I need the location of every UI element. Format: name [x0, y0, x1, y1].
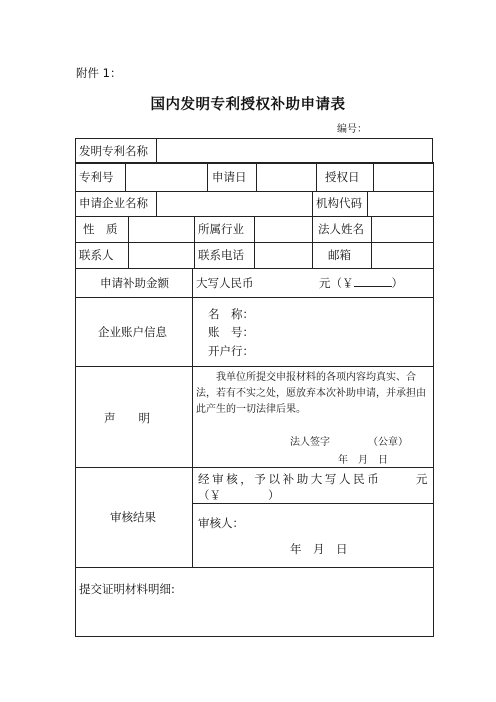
- form-title: 国内发明专利授权补助申请表: [150, 97, 346, 113]
- contact-person-label: 联系人: [79, 248, 114, 262]
- account-number-label: 账 号：: [208, 325, 254, 339]
- declaration-date: 年 月 日: [338, 455, 388, 466]
- declaration-text: 我单位所提交申报材料的各项内容均真实、合法，若有不实之处，愿放弃本次补助申请，并承担由此产生的一切法律后果。: [196, 372, 426, 415]
- divider: [192, 503, 433, 504]
- review-yuan: 元: [416, 472, 428, 486]
- invention-name-label: 发明专利名称: [79, 144, 148, 158]
- legal-representative-label: 法人姓名: [318, 222, 364, 236]
- attachment-label: 附件 1：: [76, 66, 122, 80]
- divider: [194, 216, 195, 268]
- divider: [75, 191, 433, 192]
- organization-code-label: 机构代码: [316, 196, 362, 210]
- rmb-capital-label: 大写人民币: [196, 276, 254, 290]
- divider: [75, 297, 433, 298]
- divider: [256, 162, 257, 191]
- review-amount-suffix: ）: [268, 488, 280, 502]
- divider: [367, 191, 368, 216]
- contact-phone-label: 联系电话: [198, 248, 244, 262]
- official-seal-label: （公章）: [368, 437, 408, 448]
- review-date: 年 月 日: [290, 542, 348, 556]
- review-statement: 经审核，予以补助大写人民币: [198, 472, 382, 486]
- subsidy-amount-label: 申请补助金额: [100, 276, 169, 290]
- divider: [125, 162, 126, 191]
- amount-yuan: [319, 276, 403, 290]
- legal-signature-label: 法人签字: [290, 437, 330, 448]
- divider: [373, 162, 374, 191]
- divider: [312, 191, 313, 216]
- company-name-label: 申请企业名称: [79, 196, 148, 210]
- amount-blank-line: [354, 277, 392, 287]
- account-info-label: 企业账户信息: [98, 325, 167, 339]
- account-name-label: 名 称：: [208, 307, 254, 321]
- review-amount-prefix: （￥: [198, 488, 221, 502]
- serial-number-label: 编号：: [337, 124, 367, 135]
- divider: [156, 191, 157, 216]
- review-result-label: 审核结果: [110, 510, 156, 524]
- patent-number-label: 专利号: [79, 170, 114, 184]
- divider: [75, 366, 433, 367]
- nature-label: 性 质: [83, 222, 118, 236]
- divider: [207, 162, 208, 191]
- divider: [75, 268, 433, 269]
- yuan-suffix: ）: [391, 276, 403, 290]
- divider: [128, 216, 129, 268]
- application-date-label: 申请日: [212, 170, 247, 184]
- yuan-prefix: 元（￥: [319, 276, 354, 290]
- declaration-label: 声 明: [104, 411, 150, 425]
- proof-materials-label: 提交证明材料明细:: [79, 582, 175, 596]
- divider: [75, 567, 433, 568]
- postcode-label: 邮箱: [328, 248, 351, 262]
- grant-date-label: 授权日: [325, 170, 360, 184]
- reviewer-label: 审核人：: [198, 516, 244, 530]
- account-bank-label: 开户行：: [208, 344, 254, 358]
- divider: [316, 162, 317, 191]
- industry-label: 所属行业: [198, 222, 244, 236]
- divider: [371, 216, 372, 268]
- divider: [156, 138, 157, 163]
- divider: [192, 268, 193, 567]
- divider: [312, 216, 313, 268]
- divider: [254, 216, 255, 268]
